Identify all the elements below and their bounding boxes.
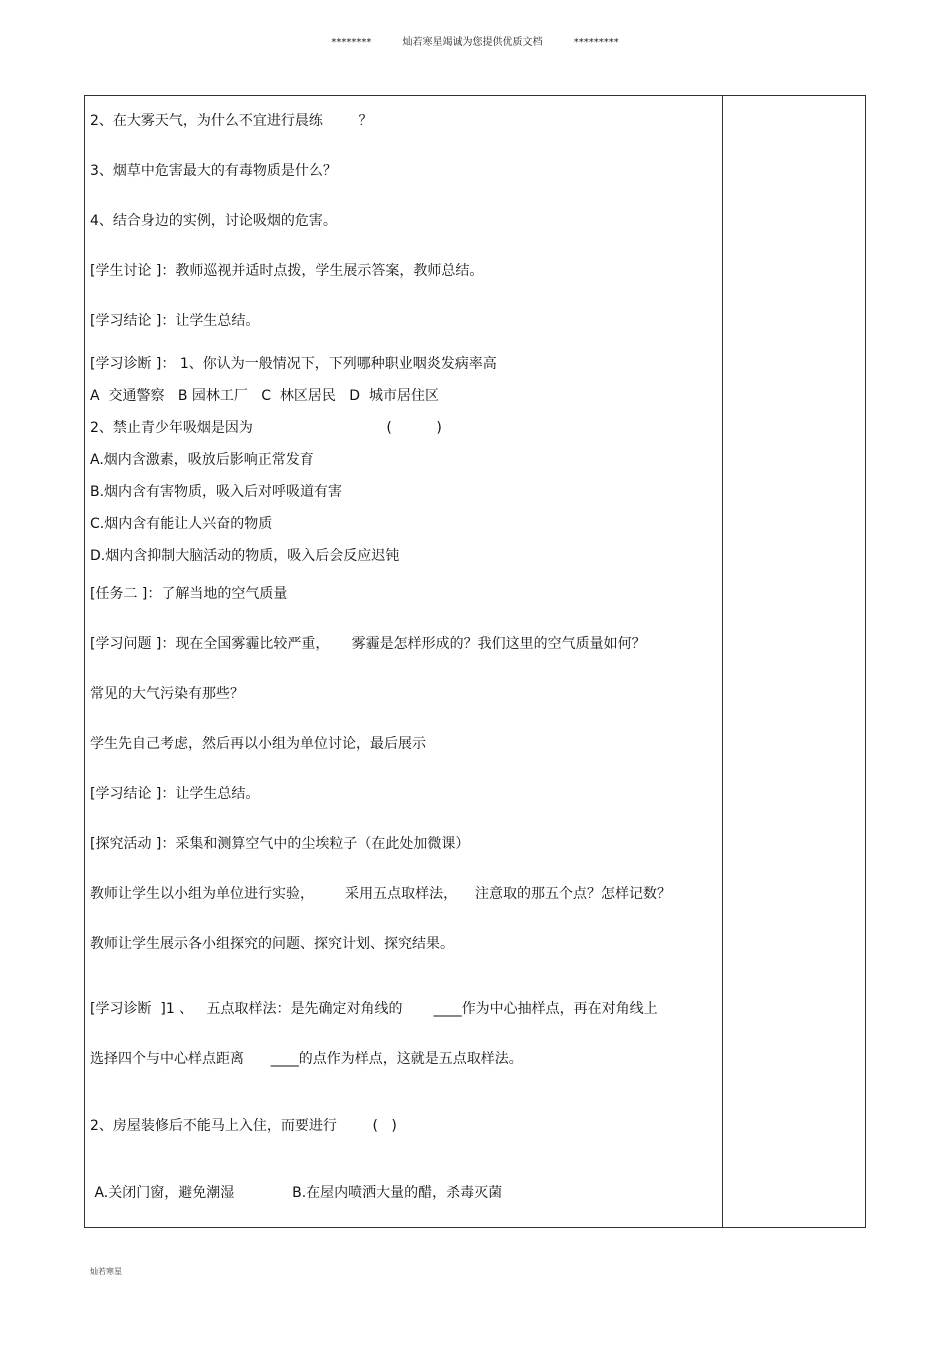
text-line: 教师让学生以小组为单位进行实验， 采用五点取样法， 注意取的那五个点？怎样记数？ [90,886,671,902]
text-line: 3、烟草中危害最大的有毒物质是什么？ [90,163,337,179]
page-footer: 灿若寒星 [90,1267,122,1276]
header-stars-right: ********* [573,37,619,48]
column-divider [722,96,723,1227]
text-line: 4、结合身边的实例，讨论吸烟的危害。 [90,213,337,229]
text-line: 常见的大气污染有那些？ [90,686,244,702]
text-line: [学习结论 ]：让学生总结。 [90,786,260,802]
text-line: [学习诊断 ]1 、 五点取样法：是先确定对角线的 ____作为中心抽样点，再在对角线上 [90,1001,658,1017]
text-line: A.关闭门窗，避免潮湿 B.在屋内喷洒大量的醋，杀毒灭菌 [90,1185,503,1201]
text-line: [学生讨论 ]：教师巡视并适时点拨，学生展示答案，教师总结。 [90,263,484,279]
text-line: A.烟内含激素，吸放后影响正常发育 [90,452,314,468]
text-line: D.烟内含抑制大脑活动的物质，吸入后会反应迟钝 [90,548,400,564]
header-stars-left: ******** [331,37,372,48]
lesson-table [84,95,866,1228]
text-line: 2、房屋装修后不能马上入住，而要进行 ( ) [90,1118,397,1134]
page-header [0,33,950,48]
text-line: 学生先自己考虑，然后再以小组为单位讨论，最后展示 [90,736,426,752]
text-line: C.烟内含有能让人兴奋的物质 [90,516,273,532]
text-line: [学习诊断 ]： 1、你认为一般情况下，下列哪种职业咽炎发病率高 [90,356,497,372]
text-line: 2、禁止青少年吸烟是因为 ( ) [90,420,442,436]
header-title: 灿若寒星竭诚为您提供优质文档 [402,37,543,48]
text-line: [学习结论 ]：让学生总结。 [90,313,260,329]
text-line: 2、在大雾天气，为什么不宜进行晨练 ？ [90,113,373,129]
text-line: A 交通警察 B 园林工厂 C 林区居民 D 城市居住区 [90,388,439,404]
text-line: [探究活动 ]：采集和测算空气中的尘埃粒子（在此处加微课） [90,836,470,852]
text-line: 选择四个与中心样点距离 ____的点作为样点，这就是五点取样法。 [90,1051,523,1067]
text-line: [学习问题 ]：现在全国雾霾比较严重， 雾霾是怎样形成的？我们这里的空气质量如何？ [90,636,646,652]
text-line: B.烟内含有害物质，吸入后对呼吸道有害 [90,484,343,500]
text-line: 教师让学生展示各小组探究的问题、探究计划、探究结果。 [90,936,454,952]
text-line: [任务二 ]：了解当地的空气质量 [90,586,288,602]
